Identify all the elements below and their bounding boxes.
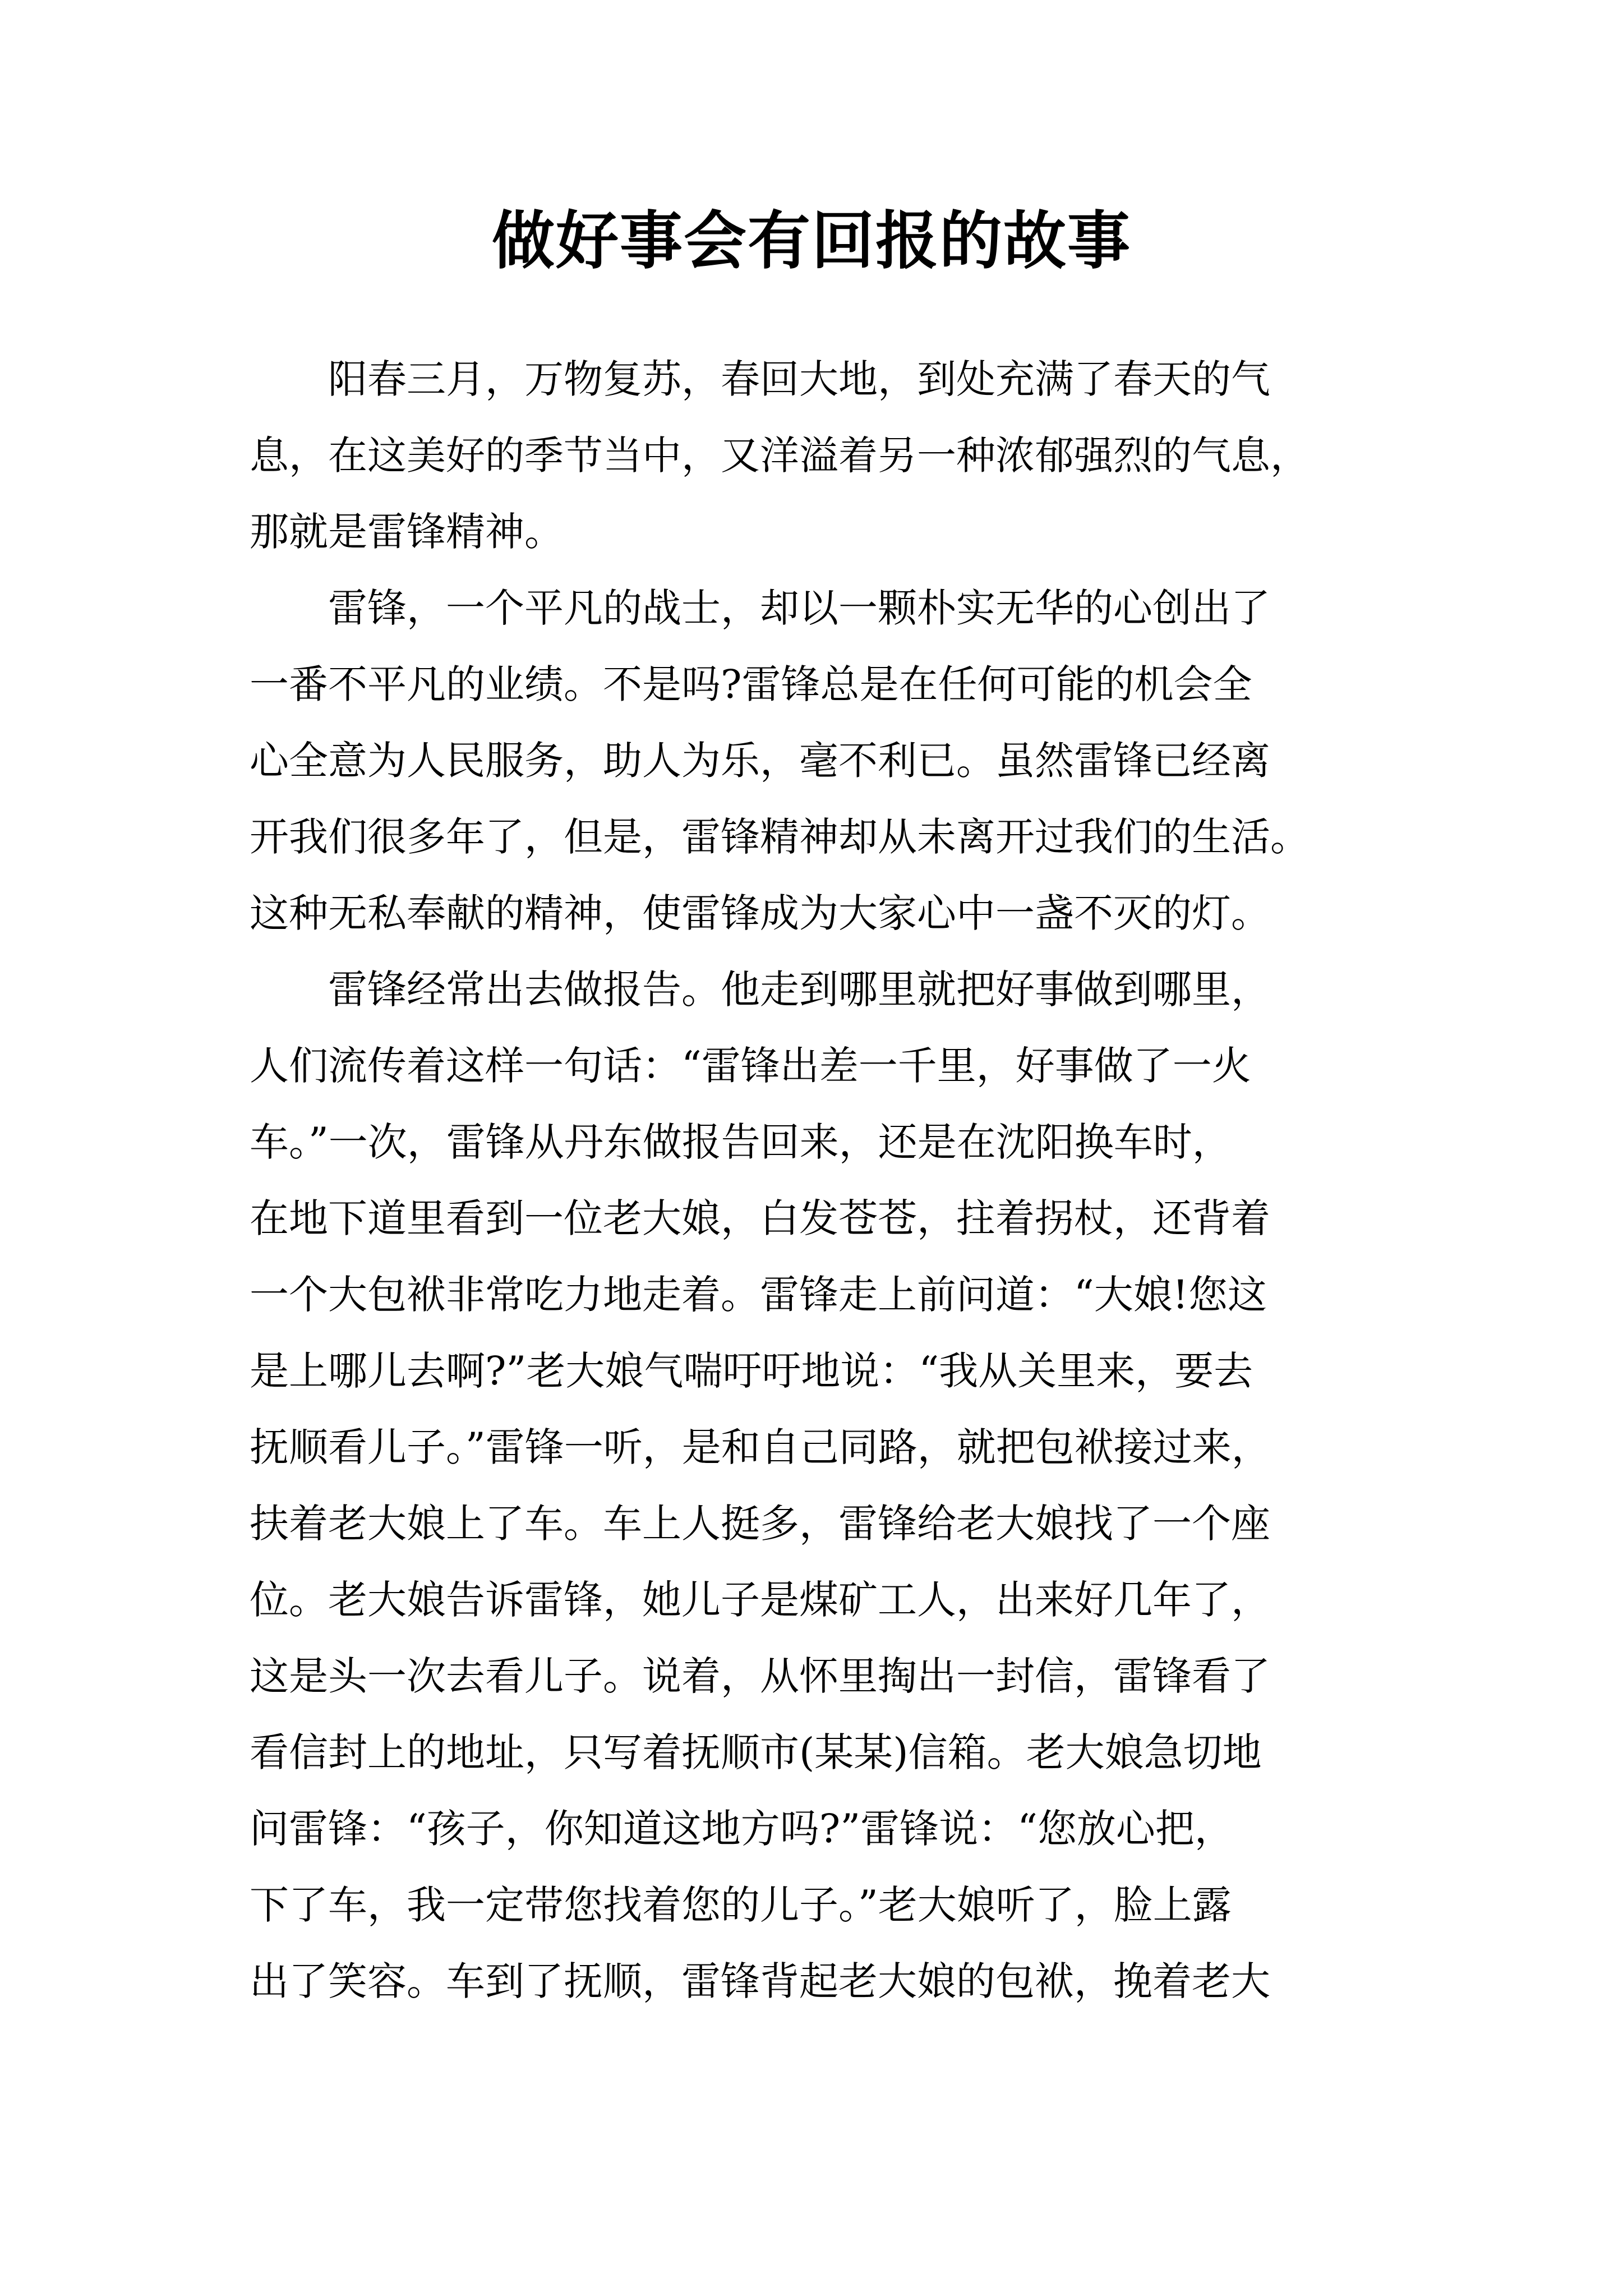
text-line: 人们流传着这样一句话：“雷锋出差一千里，好事做了一火 (250, 1043, 1251, 1089)
text-line: 雷锋，一个平凡的战士，却以一颗朴实无华的心创出了 (250, 585, 1270, 631)
document-body (250, 341, 1388, 2019)
text-line: 是上哪儿去啊?”老大娘气喘吁吁地说：“我从关里来，要去 (250, 1348, 1253, 1394)
text-line: 下了车，我一定带您找着您的儿子。”老大娘听了，脸上露 (250, 1882, 1232, 1928)
text-line: 息，在这美好的季节当中，又洋溢着另一种浓郁强烈的气息， (250, 432, 1310, 478)
text-line: 抚顺看儿子。”雷锋一听，是和自己同路，就把包袱接过来， (250, 1424, 1271, 1470)
text-line: 问雷锋：“孩子，你知道这地方吗?”雷锋说：“您放心把， (250, 1806, 1234, 1852)
text-line: 车。”一次，雷锋从丹东做报告回来，还是在沈阳换车时， (250, 1119, 1232, 1165)
text-line: 雷锋经常出去做报告。他走到哪里就把好事做到哪里， (250, 967, 1270, 1013)
text-line: 这种无私奉献的精神，使雷锋成为大家心中一盏不灭的灯。 (250, 890, 1270, 936)
text-line: 这是头一次去看儿子。说着，从怀里掏出一封信，雷锋看了 (250, 1653, 1270, 1699)
text-line: 心全意为人民服务，助人为乐，毫不利已。虽然雷锋已经离 (250, 738, 1270, 784)
text-line: 一番不平凡的业绩。不是吗?雷锋总是在任何可能的机会全 (250, 661, 1252, 707)
document-title: 做好事会有回报的故事 (492, 204, 1131, 278)
text-line: 开我们很多年了，但是，雷锋精神却从未离开过我们的生活。 (250, 814, 1310, 860)
text-line: 在地下道里看到一位老大娘，白发苍苍，拄着拐杖，还背着 (250, 1195, 1270, 1241)
text-line: 阳春三月，万物复苏，春回大地，到处充满了春天的气 (250, 356, 1270, 402)
text-line: 一个大包袱非常吃力地走着。雷锋走上前问道：“大娘!您这 (250, 1272, 1267, 1318)
text-line: 位。老大娘告诉雷锋，她儿子是煤矿工人，出来好几年了， (250, 1577, 1270, 1623)
text-line: 扶着老大娘上了车。车上人挺多，雷锋给老大娘找了一个座 (250, 1501, 1270, 1547)
text-line: 看信封上的地址，只写着抚顺市(某某)信箱。老大娘急切地 (250, 1729, 1262, 1775)
text-line: 那就是雷锋精神。 (250, 509, 564, 555)
text-line: 出了笑容。车到了抚顺，雷锋背起老大娘的包袱，挽着老大 (250, 1958, 1270, 2004)
